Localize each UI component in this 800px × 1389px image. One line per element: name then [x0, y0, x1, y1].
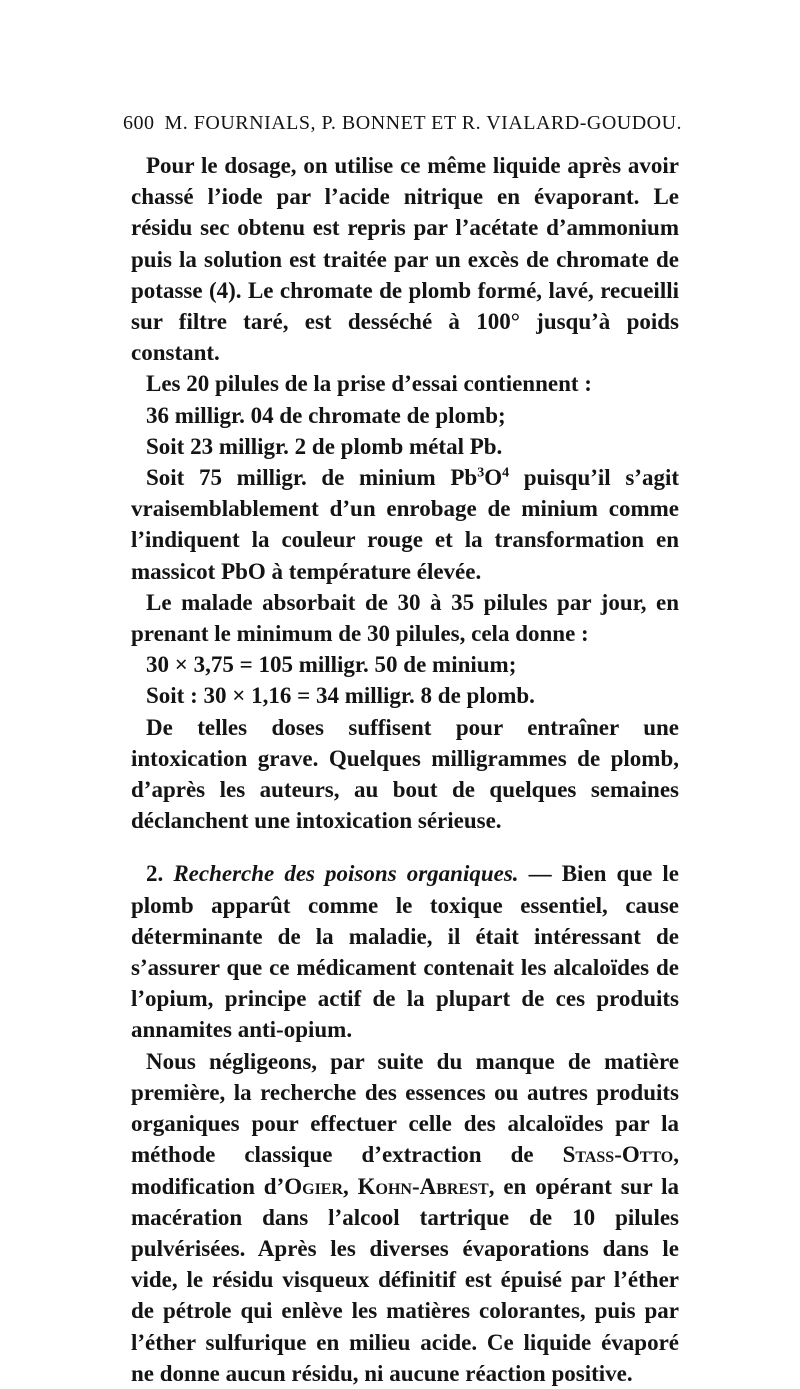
minium-text-b: O — [484, 465, 503, 491]
methode-text-c: , — [343, 1173, 358, 1199]
running-header — [123, 112, 683, 135]
section-text: — Bien que le plomb apparût comme le toxique essentiel, cause déterminante de la maladie, il était intéressant de s’assurer que ce médicament contenait les alcaloïdes de l’opium, principe actif de la plupart de ces produits annamites anti-opium. — [131, 861, 679, 1043]
name-kohn-abrest: Kohn-Abrest — [357, 1173, 489, 1199]
page-number: 600 — [123, 112, 155, 134]
paragraph-malade: Le malade absorbait de 30 à 35 pilules par jour, en prenant le minimum de 30 pilules, cela donne : — [131, 589, 679, 647]
minium-text-c: puisqu’il s’agit vraisemblablement d’un enrobage de minium comme l’indiquent la couleur rouge et la transformation en massicot PbO à température élevée. — [131, 465, 680, 584]
name-ogier: Ogier — [284, 1173, 344, 1199]
name-stass-otto: Stass-Otto — [562, 1142, 674, 1168]
minium-sup-3: 3 — [477, 465, 485, 481]
paragraph-methode — [131, 1046, 679, 1389]
minium-text-a: Soit 75 milligr. de minium Pb — [146, 465, 478, 491]
methode-text-b: , modification d’ — [131, 1142, 679, 1199]
paragraph-dosage: Pour le dosage, on utilise ce même liquide après avoir chassé l’iode par l’acide nitrique en évaporant. Le résidu sec obtenu est repris par l’acétate d’ammonium puis la solution est traitée par un excès de chromate de potasse (4). Le chromate de plomb formé, lavé, recueilli sur filtre taré, est desséché à 100° jusqu’à poids constant. — [131, 153, 679, 366]
paragraph-pilules: Les 20 pilules de la prise d’essai contiennent : — [146, 371, 592, 397]
line-calc-plomb: Soit : 30 × 1,16 = 34 milligr. 8 de plomb. — [146, 683, 535, 709]
section-number: 2. — [146, 861, 174, 887]
line-calc-minium: 30 × 3,75 = 105 milligr. 50 de minium; — [146, 652, 517, 678]
methode-text-d: , en opérant sur la macération dans l’alcool tartrique de 10 pilules pulvérisées. Après les diverses évaporations dans le vide, le résidu visqueux définitif est épuisé par l’éther de pétrole qui enlève les matières colorantes, puis par l’éther sulfurique en milieu acide. Ce liquide évaporé ne donne aucun résidu, ni aucune réaction positive. — [131, 1173, 679, 1386]
paragraph-minium — [131, 462, 679, 587]
line-chromate: 36 milligr. 04 de chromate de plomb; — [146, 402, 506, 428]
paragraph-recherche — [131, 858, 679, 1045]
line-plomb-metal: Soit 23 milligr. 2 de plomb métal Pb. — [146, 433, 503, 459]
header-authors: M. FOURNIALS, P. BONNET ET R. VIALARD-GOUDOU. — [164, 112, 683, 134]
body-text — [131, 150, 679, 1389]
paragraph-doses: De telles doses suffisent pour entraîner une intoxication grave. Quelques milligrammes de plomb, d’après les auteurs, au bout de quelques semaines déclanchent une intoxication sérieuse. — [131, 714, 679, 834]
minium-sup-4: 4 — [502, 465, 510, 481]
methode-text-a: Nous négligeons, par suite du manque de matière première, la recherche des essences ou autres produits organiques pour effectuer celle des alcaloïdes par la méthode classique d’extraction de — [131, 1048, 679, 1168]
section-title: Recherche des poisons organiques. — [173, 861, 519, 887]
